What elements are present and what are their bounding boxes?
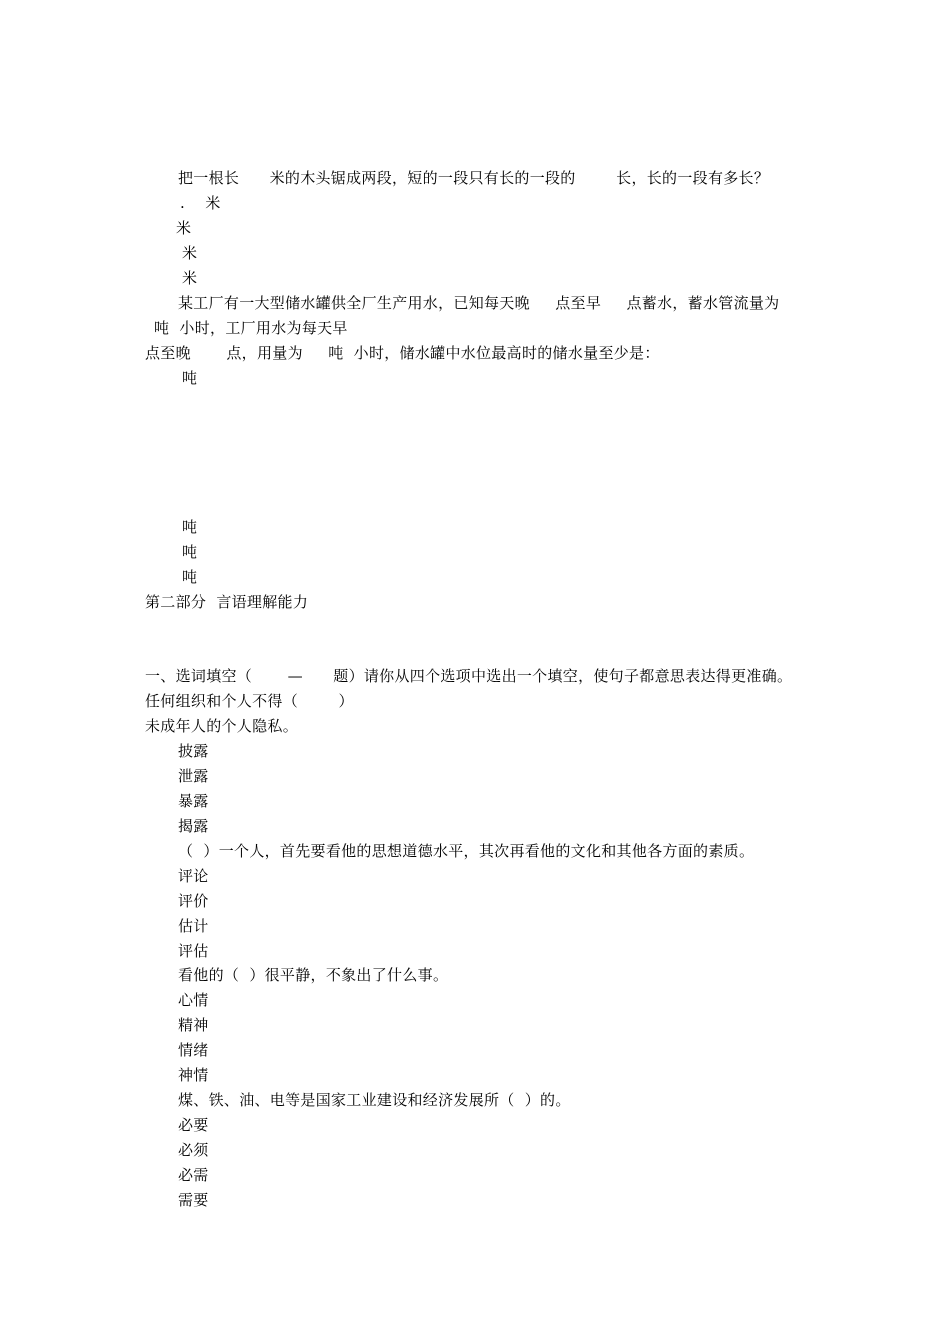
section-title: 一、选词填空（ — 题）请你从四个选项中选出一个填空，使句子都意思表达得更准确。	[145, 667, 793, 685]
option-b: 精神	[178, 1016, 209, 1034]
question-stem: 把一根长 米的木头锯成两段，短的一段只有长的一段的 长，长的一段有多长？	[178, 169, 770, 187]
option-a: 心情	[178, 991, 209, 1009]
part-heading: 第二部分 言语理解能力	[145, 593, 309, 611]
option-b: 评价	[178, 892, 209, 910]
option-b: 必须	[178, 1141, 209, 1159]
option-b: 泄露	[178, 767, 209, 785]
question-stem-continued: 点至晚 点，用量为 吨 小时，储水罐中水位最高时的储水量至少是：	[145, 344, 660, 362]
option-a: 评论	[178, 867, 209, 885]
option-c: 米	[182, 244, 198, 262]
option-b: 米	[176, 219, 192, 237]
question-stem-continued: 吨 小时，工厂用水为每天早	[154, 319, 348, 337]
option-d: 米	[182, 269, 198, 287]
option-d: 吨	[182, 568, 198, 586]
option-a: 披露	[178, 742, 209, 760]
option-a: 必要	[178, 1116, 209, 1134]
question-stem: 任何组织和个人不得（ ）	[145, 692, 354, 710]
option-d: 神情	[178, 1066, 209, 1084]
question-stem-continued: 未成年人的个人隐私。	[145, 717, 299, 735]
option-a: 吨	[182, 369, 198, 387]
question-stem: 煤、铁、油、电等是国家工业建设和经济发展所（ ）的。	[178, 1091, 571, 1109]
option-d: 揭露	[178, 817, 209, 835]
option-b: 吨	[182, 518, 198, 536]
option-c: 情绪	[178, 1041, 209, 1059]
question-stem: 看他的（ ）很平静，不象出了什么事。	[178, 966, 449, 984]
option-c: 吨	[182, 543, 198, 561]
option-c: 必需	[178, 1166, 209, 1184]
question-stem: （ ）一个人，首先要看他的思想道德水平，其次再看他的文化和其他各方面的素质。	[178, 842, 755, 860]
option-a: . 米	[180, 194, 221, 212]
option-c: 暴露	[178, 792, 209, 810]
option-d: 需要	[178, 1191, 209, 1209]
option-d: 评估	[178, 942, 209, 960]
question-stem: 某工厂有一大型储水罐供全厂生产用水，已知每天晚 点至早 点蓄水，蓄水管流量为	[178, 294, 780, 312]
option-c: 估计	[178, 917, 209, 935]
